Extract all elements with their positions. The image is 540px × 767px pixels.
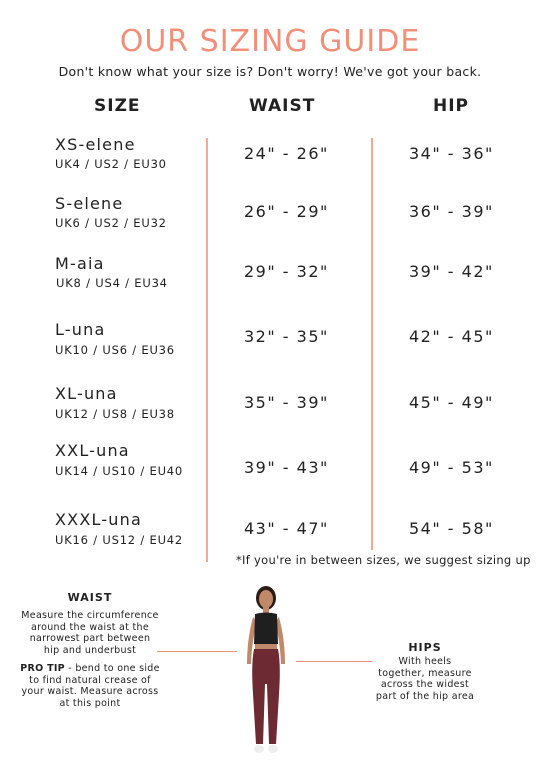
waist-pointer-line xyxy=(157,651,237,652)
hip-measurement: 54" - 58" xyxy=(409,519,494,538)
column-header-hip: HIP xyxy=(433,96,470,116)
waist-measurement: 24" - 26" xyxy=(244,144,329,163)
waist-measurement: 35" - 39" xyxy=(244,393,329,412)
waist-measurement: 39" - 43" xyxy=(244,458,329,477)
column-header-size: SIZE xyxy=(94,96,141,116)
hips-instructions-title: HIPS xyxy=(408,641,442,654)
size-name: XL-una xyxy=(55,384,118,403)
sizing-note: *If you're in between sizes, we suggest sizing up xyxy=(236,553,531,567)
size-conversion: UK14 / US10 / EU40 xyxy=(55,464,184,478)
hip-measurement: 45" - 49" xyxy=(409,393,494,412)
column-divider-right xyxy=(371,138,373,550)
model-figure xyxy=(236,584,296,764)
size-conversion: UK12 / US8 / EU38 xyxy=(55,407,175,421)
hips-instructions-text: With heels together, measure across the widest part of the hip area xyxy=(375,656,475,702)
waist-measurement: 43" - 47" xyxy=(244,519,329,538)
size-conversion: UK4 / US2 / EU30 xyxy=(55,157,167,171)
size-conversion: UK16 / US12 / EU42 xyxy=(55,533,184,547)
size-name: XS-elene xyxy=(55,135,136,154)
size-name: S-elene xyxy=(55,194,124,213)
hip-measurement: 34" - 36" xyxy=(409,144,494,163)
page-subtitle: Don't know what your size is? Don't worry! We've got your back. xyxy=(58,64,482,79)
pro-tip-label: PRO TIP xyxy=(20,663,65,674)
page-title: OUR SIZING GUIDE xyxy=(119,24,421,59)
size-conversion: UK8 / US4 / EU34 xyxy=(56,276,168,290)
waist-instructions-text: Measure the circumference around the waist at the narrowest part between hip and underbust xyxy=(21,610,159,656)
waist-measurement: 29" - 32" xyxy=(244,262,329,281)
waist-measurement: 32" - 35" xyxy=(244,327,329,346)
hip-measurement: 39" - 42" xyxy=(409,262,494,281)
hip-measurement: 42" - 45" xyxy=(409,327,494,346)
size-name: XXL-una xyxy=(55,441,130,460)
size-conversion: UK6 / US2 / EU32 xyxy=(55,216,167,230)
size-name: XXXL-una xyxy=(55,510,142,529)
hips-pointer-line xyxy=(296,661,372,662)
hip-measurement: 49" - 53" xyxy=(409,458,494,477)
hip-measurement: 36" - 39" xyxy=(409,202,494,221)
size-conversion: UK10 / US6 / EU36 xyxy=(55,343,175,357)
column-header-waist: WAIST xyxy=(249,96,316,116)
size-name: M-aia xyxy=(55,254,105,273)
column-divider-left xyxy=(206,138,208,562)
pro-tip-text: PRO TIP - bend to one side to find natural crease of your waist. Measure across at this point xyxy=(20,663,160,709)
waist-instructions-title: WAIST xyxy=(67,591,113,604)
size-name: L-una xyxy=(55,320,106,339)
waist-measurement: 26" - 29" xyxy=(244,202,329,221)
